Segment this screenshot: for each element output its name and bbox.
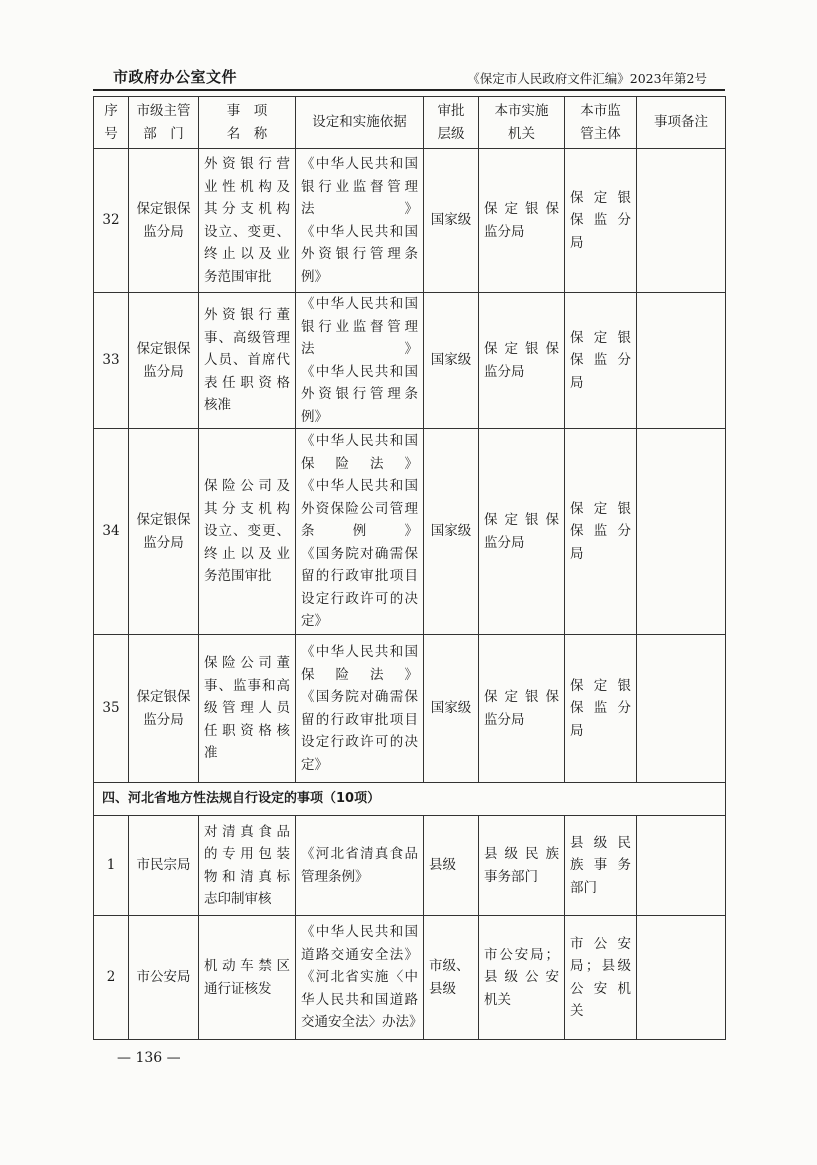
cell-no: 1 <box>94 816 129 916</box>
cell-text-line: 号 <box>104 125 118 142</box>
document-header-issue: 《保定市人民政府文件汇编》2023年第2号 <box>467 71 707 86</box>
cell-text-line: 市级主管 <box>136 103 191 119</box>
cell-dept <box>129 429 199 635</box>
cell-text-line: 保定银 <box>570 189 631 206</box>
cell-basis <box>296 149 424 293</box>
cell-text-line: 机动车禁区 <box>204 958 290 974</box>
cell-item <box>199 916 296 1040</box>
cell-no: 35 <box>94 635 129 783</box>
cell-text-line: 市公安局； <box>484 946 559 963</box>
cell-text-line: 市级、 <box>429 958 470 974</box>
cell-org <box>479 916 565 1040</box>
cell-text-line: 银行业监督管理 <box>301 318 418 335</box>
cell-text-line: 志印制审核 <box>204 891 272 907</box>
cell-text-line: 局 <box>570 545 584 562</box>
cell-text-line: 本市实施 <box>494 103 549 119</box>
col-header-basis <box>296 97 424 149</box>
cell-text-line: 保监分 <box>570 352 631 369</box>
header-divider <box>93 89 725 91</box>
cell-text-line: 例》 <box>301 268 328 285</box>
cell-text-line: 局 <box>570 234 584 251</box>
cell-text-line: 县级民 <box>570 834 631 851</box>
cell-text-line: 保定银保 <box>484 201 559 217</box>
cell-no: 32 <box>94 149 129 293</box>
cell-text-line: 保定银保 <box>136 689 191 705</box>
cell-text-line: 保定银保 <box>136 512 191 528</box>
col-header-org <box>479 97 565 149</box>
table-row <box>94 429 726 635</box>
cell-text-line: 外资银行董 <box>204 307 290 324</box>
cell-text-line: 通行证核发 <box>204 980 272 997</box>
cell-text-line: 层级 <box>437 125 465 142</box>
cell-text-line: 例》 <box>301 408 328 425</box>
cell-item <box>199 816 296 916</box>
cell-basis <box>296 429 424 635</box>
cell-text-line: 局；县级 <box>570 958 631 974</box>
cell-text-line: 部 门 <box>143 125 184 142</box>
cell-text-line: 《国务院对确需保 <box>301 545 418 562</box>
cell-text-line: 市民宗局 <box>136 857 191 874</box>
cell-note <box>637 916 726 1040</box>
cell-level: 国家级 <box>424 635 479 783</box>
cell-text-line: 事项备注 <box>654 114 708 131</box>
cell-text-line: 保险法》 <box>301 666 418 683</box>
cell-text-line: 外资银行管理条 <box>301 386 418 402</box>
cell-text-line: 关 <box>570 1003 584 1019</box>
cell-text-line: 准 <box>204 745 218 762</box>
cell-text-line: 《中华人民共和国 <box>301 296 418 312</box>
cell-text-line: 银行业监督管理 <box>301 178 418 195</box>
cell-text-line: 交通安全法〉办法》 <box>301 1014 423 1031</box>
cell-supervisor <box>565 916 637 1040</box>
cell-text-line: 保监分 <box>570 523 631 540</box>
cell-text-line: 《中华人民共和国 <box>301 223 418 240</box>
cell-no: 34 <box>94 429 129 635</box>
cell-text-line: 事务部门 <box>484 868 538 885</box>
cell-text-line: 监分局 <box>143 534 184 551</box>
cell-item <box>199 429 296 635</box>
col-header-supervisor <box>565 97 637 149</box>
cell-text-line: 道路交通安全法》 <box>301 946 418 963</box>
cell-org <box>479 429 565 635</box>
cell-dept <box>129 916 199 1040</box>
cell-level: 国家级 <box>424 149 479 293</box>
cell-text-line: 县级 <box>429 857 456 874</box>
cell-text-line: 人员、首席代 <box>204 352 290 369</box>
cell-text-line: 其分支机构 <box>204 500 290 517</box>
table-row <box>94 635 726 783</box>
cell-text-line: 《中华人民共和国 <box>301 433 418 450</box>
cell-text-line: 保定银保 <box>136 201 191 217</box>
cell-basis <box>296 293 424 429</box>
cell-text-line: 保定银 <box>570 677 631 694</box>
cell-text-line: 管主体 <box>580 125 621 142</box>
cell-text-line: 县级民族 <box>484 846 559 862</box>
cell-supervisor <box>565 293 637 429</box>
cell-text-line: 核准 <box>204 397 231 414</box>
table-row <box>94 816 726 916</box>
cell-basis <box>296 635 424 783</box>
cell-text-line: 保定银 <box>570 500 631 517</box>
cell-org <box>479 149 565 293</box>
cell-text-line: 事 项 <box>226 103 268 119</box>
cell-text-line: 级管理人员 <box>204 700 290 717</box>
section-title: 四、河北省地方性法规自行设定的事项（10项） <box>94 783 726 816</box>
cell-text-line: 监分局 <box>484 534 525 551</box>
page-number: — 136 — <box>117 1050 181 1066</box>
cell-text-line: 市公安 <box>570 935 631 952</box>
cell-text-line: 的专用包装 <box>204 846 290 862</box>
cell-org <box>479 293 565 429</box>
cell-text-line: 监分局 <box>143 223 184 240</box>
cell-text-line: 《中华人民共和国 <box>301 644 418 660</box>
cell-text-line: 公安机 <box>570 980 631 997</box>
cell-text-line: 《国务院对确需保 <box>301 689 418 705</box>
cell-no: 33 <box>94 293 129 429</box>
cell-note <box>637 635 726 783</box>
approval-items-table <box>93 96 726 1040</box>
cell-text-line: 名 称 <box>226 125 268 142</box>
cell-text-line: 保监分 <box>570 700 631 717</box>
cell-note <box>637 429 726 635</box>
cell-text-line: 管理条例》 <box>301 868 369 885</box>
section-row <box>94 783 726 816</box>
cell-text-line: 定》 <box>301 613 328 630</box>
cell-text-line: 条例》 <box>301 523 418 540</box>
cell-item <box>199 149 296 293</box>
cell-text-line: 表任职资格 <box>204 374 290 391</box>
cell-text-line: 监分局 <box>484 223 525 240</box>
cell-text-line: 设定行政许可的决 <box>301 734 418 750</box>
cell-note <box>637 293 726 429</box>
cell-supervisor <box>565 429 637 635</box>
cell-text-line: 《河北省实施〈中 <box>301 969 418 986</box>
cell-text-line: 设定行政许可的决 <box>301 590 418 607</box>
cell-text-line: 保险法》 <box>301 455 418 472</box>
cell-text-line: 机关 <box>484 991 511 1008</box>
cell-text-line: 市公安局 <box>136 969 191 986</box>
table-header-row <box>94 97 726 149</box>
col-header-note <box>637 97 726 149</box>
cell-text-line: 保定银保 <box>484 512 559 528</box>
cell-text-line: 保险公司及 <box>204 478 290 495</box>
cell-no: 2 <box>94 916 129 1040</box>
cell-text-line: 外资银行营 <box>204 156 290 172</box>
cell-text-line: 保定银 <box>570 329 631 346</box>
cell-text-line: 设立、变更、 <box>204 523 290 540</box>
cell-supervisor <box>565 816 637 916</box>
cell-text-line: 审批 <box>437 103 465 119</box>
cell-org <box>479 816 565 916</box>
cell-text-line: 部门 <box>570 879 597 896</box>
table-row <box>94 149 726 293</box>
cell-text-line: 外资银行管理条 <box>301 246 418 262</box>
cell-text-line: 《中华人民共和国 <box>301 363 418 380</box>
col-header-item <box>199 97 296 149</box>
cell-text-line: 保定银保 <box>484 689 559 705</box>
cell-text-line: 监分局 <box>484 711 525 728</box>
cell-text-line: 县级公安 <box>484 969 559 986</box>
cell-text-line: 局 <box>570 722 584 739</box>
cell-item <box>199 293 296 429</box>
cell-level: 国家级 <box>424 429 479 635</box>
cell-text-line: 留的行政审批项目 <box>301 711 418 728</box>
cell-text-line: 留的行政审批项目 <box>301 568 418 585</box>
document-header-title: 市政府办公室文件 <box>113 68 238 86</box>
cell-text-line: 局 <box>570 374 584 391</box>
cell-text-line: 保定银保 <box>136 341 191 357</box>
cell-text-line: 族事务 <box>570 857 631 874</box>
col-header-no <box>94 97 129 149</box>
cell-text-line: 务范围审批 <box>204 568 272 585</box>
cell-org <box>479 635 565 783</box>
cell-text-line: 设立、变更、 <box>204 223 290 240</box>
table-row <box>94 916 726 1040</box>
cell-dept <box>129 293 199 429</box>
cell-text-line: 《中华人民共和国 <box>301 478 418 495</box>
cell-text-line: 对清真食品 <box>204 823 290 840</box>
cell-supervisor <box>565 149 637 293</box>
cell-level <box>424 916 479 1040</box>
cell-text-line: 保监分 <box>570 212 631 229</box>
cell-text-line: 序 <box>104 103 118 119</box>
cell-text-line: 华人民共和国道路 <box>301 991 418 1008</box>
cell-text-line: 事、高级管理 <box>204 329 290 346</box>
cell-text-line: 保定银保 <box>484 341 559 357</box>
cell-text-line: 任职资格核 <box>204 722 290 739</box>
cell-note <box>637 149 726 293</box>
cell-item <box>199 635 296 783</box>
col-header-dept <box>129 97 199 149</box>
cell-text-line: 终止以及业 <box>204 545 290 562</box>
cell-text-line: 本市监 <box>580 103 621 119</box>
col-header-level <box>424 97 479 149</box>
cell-text-line: 务范围审批 <box>204 268 272 285</box>
table-row <box>94 293 726 429</box>
cell-dept <box>129 816 199 916</box>
cell-note <box>637 816 726 916</box>
cell-level: 国家级 <box>424 293 479 429</box>
cell-text-line: 业性机构及 <box>204 178 290 195</box>
cell-text-line: 机关 <box>508 125 535 142</box>
cell-level <box>424 816 479 916</box>
cell-text-line: 设定和实施依据 <box>312 114 407 131</box>
cell-text-line: 定》 <box>301 756 328 773</box>
cell-text-line: 《中华人民共和国 <box>301 924 418 941</box>
cell-text-line: 《中华人民共和国 <box>301 156 418 172</box>
cell-dept <box>129 149 199 293</box>
cell-text-line: 监分局 <box>143 711 184 728</box>
cell-text-line: 监分局 <box>484 363 525 380</box>
cell-text-line: 终止以及业 <box>204 246 290 262</box>
cell-text-line: 法》 <box>301 341 418 357</box>
cell-text-line: 其分支机构 <box>204 201 290 217</box>
cell-text-line: 监分局 <box>143 363 184 380</box>
cell-text-line: 保险公司董 <box>204 655 290 672</box>
cell-text-line: 外资保险公司管理 <box>301 500 418 517</box>
cell-basis <box>296 916 424 1040</box>
cell-supervisor <box>565 635 637 783</box>
cell-text-line: 事、监事和高 <box>204 677 290 694</box>
cell-text-line: 物和清真标 <box>204 868 290 885</box>
cell-text-line: 县级 <box>429 980 456 997</box>
cell-text-line: 法》 <box>301 201 418 217</box>
cell-basis <box>296 816 424 916</box>
cell-text-line: 《河北省清真食品 <box>301 846 418 862</box>
cell-dept <box>129 635 199 783</box>
